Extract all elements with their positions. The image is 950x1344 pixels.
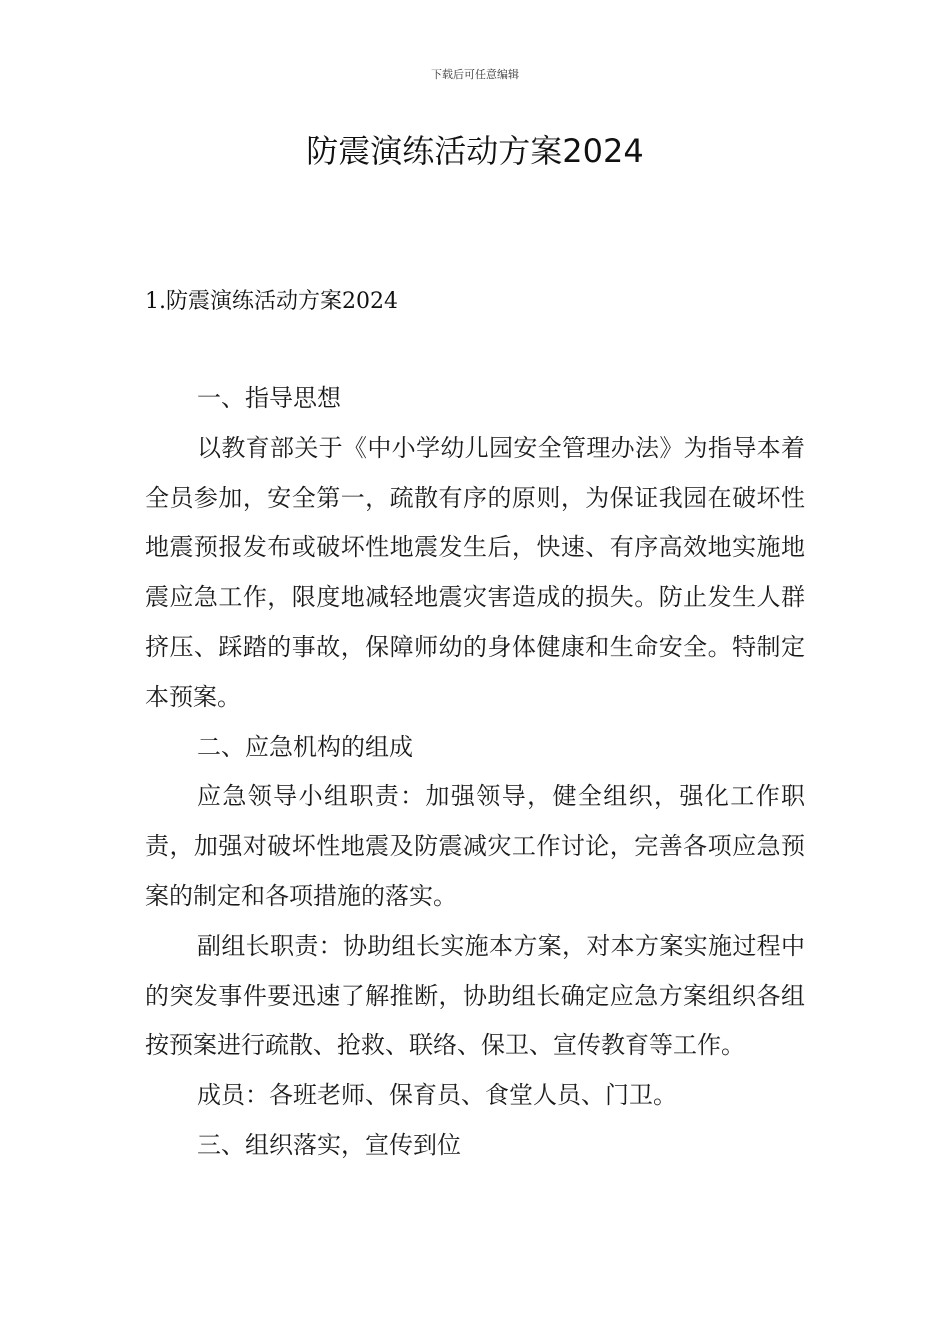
section-heading: 1.防震演练活动方案2024 [145, 289, 398, 314]
heading-emergency-organization: 二、应急机构的组成 [197, 732, 413, 761]
document-title: 防震演练活动方案2024 [306, 132, 644, 170]
paragraph-guiding-ideology: 以教育部关于《中小学幼儿园安全管理办法》为指导本着全员参加，安全第一，疏散有序的原则，为保证我园在破坏性地震预报发布或破坏性地震发生后，快速、有序高效地实施地震应急工作，限度地减轻地震灾害造成的损失。防止发生人群挤压、踩踏的事故，保障师幼的身体健康和生命安全。特制定本预案。 [145, 433, 805, 711]
paragraph-leadership-duties: 应急领导小组职责：加强领导，健全组织，强化工作职责，加强对破坏性地震及防震减灾工作讨论，完善各项应急预案的制定和各项措施的落实。 [145, 782, 805, 910]
paragraph-deputy-leader-duties: 副组长职责：协助组长实施本方案，对本方案实施过程中的突发事件要迅速了解推断，协助组长确定应急方案组织各组按预案进行疏散、抢救、联络、保卫、宣传教育等工作。 [145, 931, 805, 1060]
paragraph-members: 成员：各班老师、保育员、食堂人员、门卫。 [197, 1081, 677, 1110]
heading-guiding-ideology: 一、指导思想 [197, 384, 341, 412]
document-body [145, 374, 805, 1171]
header-note: 下载后可任意编辑 [431, 68, 519, 81]
heading-organization-publicity: 三、组织落实，宣传到位 [197, 1130, 461, 1159]
